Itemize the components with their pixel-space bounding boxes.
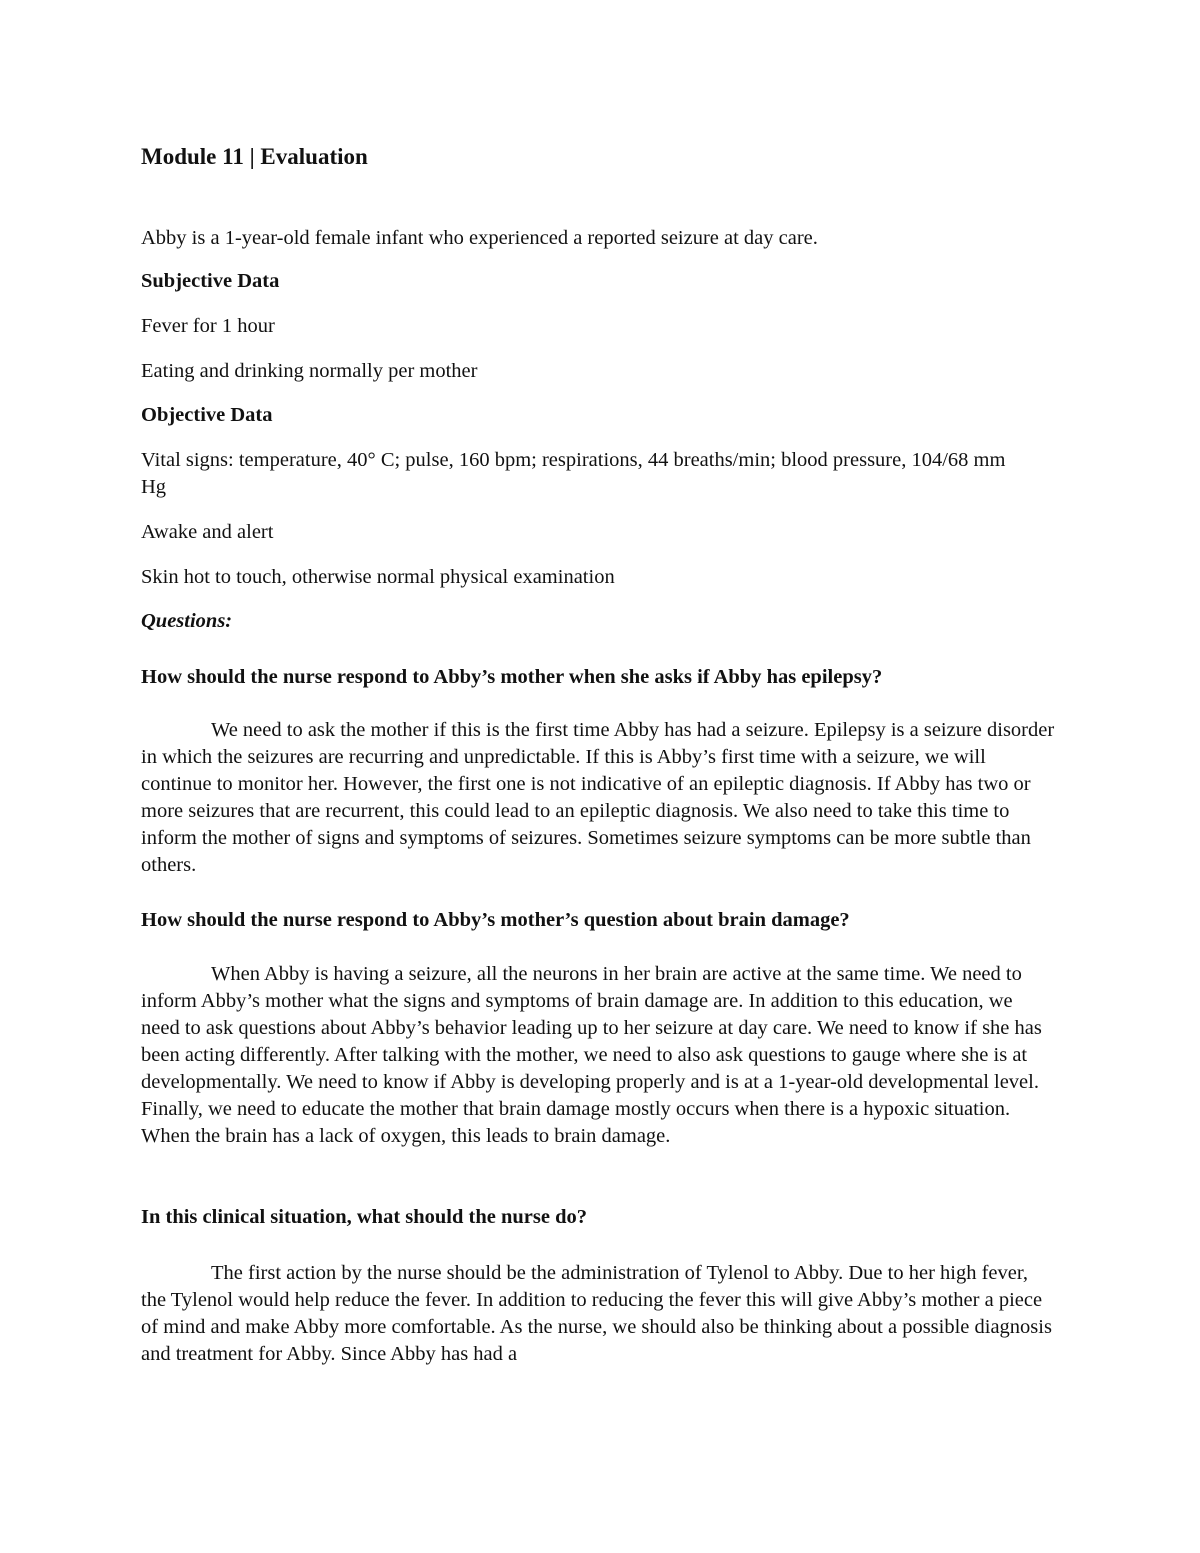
question-3: In this clinical situation, what should the nurse do? (141, 1206, 587, 1228)
answer-1: We need to ask the mother if this is the first time Abby has had a seizure. Epilepsy is a seizure disorder in which the seizures are recurring and unpredictable. If this is Abby’s first time with a seizure, we will continue to monitor her. However, the first one is not indicative of an epileptic diagnosis. If Abby has two or more seizures that are recurrent, this could lead to an epileptic diagnosis. We also need to take this time to inform the mother of signs and symptoms of seizures. Sometimes seizure symptoms can be more subtle than others. (141, 719, 1055, 876)
objective-item: Skin hot to touch, otherwise normal physical examination (141, 566, 615, 588)
answer-3: The first action by the nurse should be the administration of Tylenol to Abby. Due to her high fever, the Tylenol would help reduce the fever. In addition to reducing the fever this will give Abby’s mother a piece of mind and make Abby more comfortable. As the nurse, we should also be thinking about a possible diagnosis and treatment for Abby. Since Abby has had a (141, 1262, 1052, 1365)
subjective-item: Fever for 1 hour (141, 315, 275, 337)
question-2: How should the nurse respond to Abby’s mother’s question about brain damage? (141, 909, 850, 931)
intro-text: Abby is a 1-year-old female infant who experienced a reported seizure at day care. (141, 227, 818, 249)
objective-item: Vital signs: temperature, 40° C; pulse, 160 bpm; respirations, 44 breaths/min; blood pressure, 104/68 mm Hg (141, 449, 1006, 498)
page-title: Module 11 | Evaluation (141, 144, 368, 169)
answer-2: When Abby is having a seizure, all the neurons in her brain are active at the same time. We need to inform Abby’s mother what the signs and symptoms of brain damage are. In addition to this education, we need to ask questions about Abby’s behavior leading up to her seizure at day care. We need to know if she has been acting differently. After talking with the mother, we need to also ask questions to gauge where she is at developmentally. We need to know if Abby is developing properly and is at a 1-year-old developmental level. Finally, we need to educate the mother that brain damage mostly occurs when there is a hypoxic situation. When the brain has a lack of oxygen, this leads to brain damage. (141, 963, 1042, 1147)
subjective-heading: Subjective Data (141, 270, 280, 292)
objective-item: Awake and alert (141, 521, 274, 543)
objective-heading: Objective Data (141, 404, 273, 426)
subjective-item: Eating and drinking normally per mother (141, 360, 478, 382)
questions-heading: Questions: (141, 610, 233, 632)
question-1: How should the nurse respond to Abby’s mother when she asks if Abby has epilepsy? (141, 666, 883, 688)
